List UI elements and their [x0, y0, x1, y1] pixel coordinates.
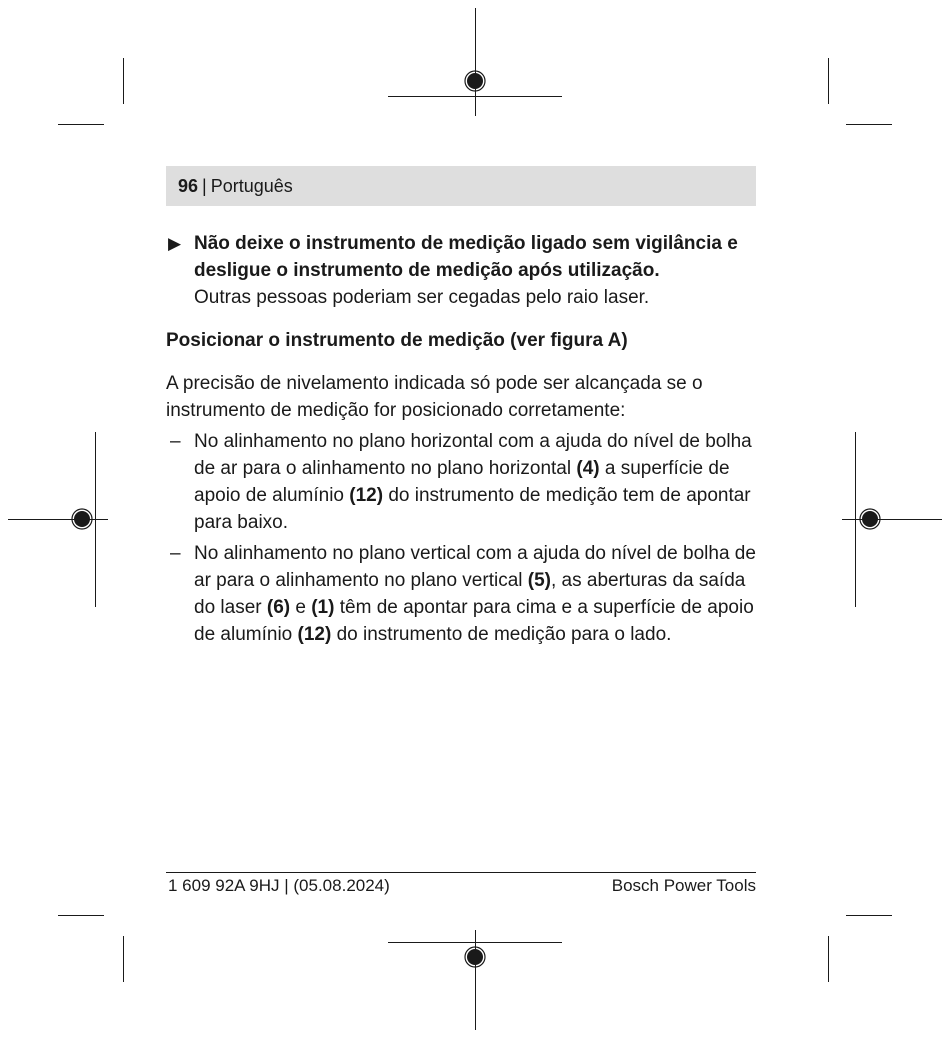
item-text: a superfície de apoio de alumínio	[194, 458, 730, 506]
crop-mark	[123, 58, 124, 104]
reference-number: (5)	[527, 570, 551, 591]
page-header	[166, 166, 756, 206]
warning-normal-text: Outras pessoas poderiam ser cegadas pelo raio laser.	[194, 287, 650, 308]
item-text: , as aberturas da saída do laser	[194, 570, 746, 618]
header-separator: |	[202, 175, 207, 196]
item-text: têm de apontar para cima e a superfície de apoio de alumínio	[194, 597, 754, 645]
reference-number: (6)	[266, 597, 291, 618]
list-bullet: –	[170, 431, 181, 452]
registration-line	[388, 942, 562, 943]
item-text: No alinhamento no plano horizontal com a ajuda do nível de bolha de ar para o alinhamento no plano horizontal	[194, 431, 752, 479]
header-language: Português	[210, 175, 293, 196]
section-title: Posicionar o instrumento de medição (ver figura A)	[166, 330, 628, 351]
item-text: do instrumento de medição para o lado.	[331, 624, 672, 645]
reference-number: (1)	[311, 597, 335, 618]
crop-mark	[846, 124, 892, 125]
reference-number: (12)	[297, 624, 332, 645]
registration-line	[475, 8, 476, 116]
warning-bold-text: Não deixe o instrumento de medição ligado sem vigilância e desligue o instrumento de medição após utilização.	[194, 233, 738, 281]
section-intro: A precisão de nivelamento indicada só pode ser alcançada se o instrumento de medição for posicionado corretamente:	[166, 373, 703, 421]
registration-line	[8, 519, 108, 520]
crop-mark	[123, 936, 124, 982]
reference-number: (4)	[576, 458, 600, 479]
registration-target-icon	[464, 946, 486, 968]
list-bullet: –	[170, 543, 181, 564]
registration-target-icon	[464, 70, 486, 92]
footer-publisher: Bosch Power Tools	[611, 876, 756, 895]
footer-doc-id: 1 609 92A 9HJ | (05.08.2024)	[168, 876, 390, 895]
registration-line	[475, 930, 476, 1030]
item-text: e	[290, 597, 312, 618]
item-text: No alinhamento no plano vertical com a ajuda do nível de bolha de ar para o alinhamento no plano vertical	[194, 543, 756, 591]
crop-mark	[846, 915, 892, 916]
safety-warning	[166, 230, 756, 311]
registration-target-icon	[71, 508, 93, 530]
crop-mark	[58, 915, 104, 916]
footer-rule	[166, 872, 756, 873]
page-number: 96	[178, 175, 199, 196]
item-text: do instrumento de medição tem de apontar para baixo.	[194, 485, 751, 533]
crop-mark	[828, 58, 829, 104]
list-item	[166, 540, 756, 648]
warning-arrow-icon: ▶	[168, 234, 182, 253]
crop-mark	[828, 936, 829, 982]
crop-mark	[58, 124, 104, 125]
registration-line	[842, 519, 942, 520]
registration-line	[388, 96, 562, 97]
registration-target-icon	[859, 508, 881, 530]
reference-number: (12)	[349, 485, 384, 506]
list-item	[166, 428, 756, 536]
page-content	[166, 230, 756, 648]
